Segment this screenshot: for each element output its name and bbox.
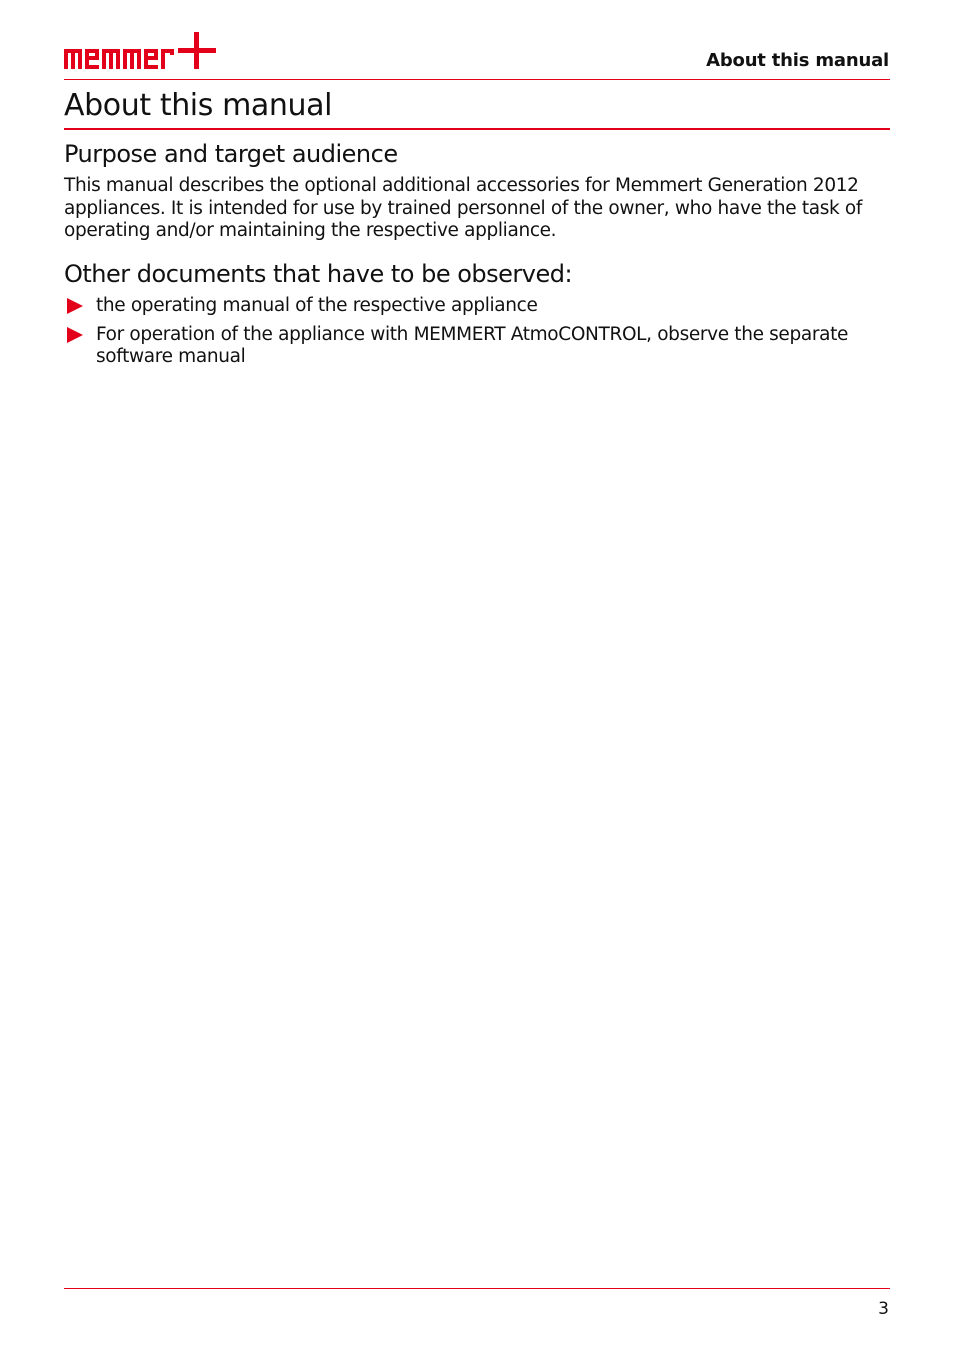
section-heading-purpose: Purpose and target audience xyxy=(64,140,398,168)
title-underline xyxy=(64,128,890,130)
arrow-bullet-icon xyxy=(67,327,83,343)
page-number: 3 xyxy=(878,1299,889,1319)
section-heading-other-documents: Other documents that have to be observed: xyxy=(64,260,573,288)
other-documents-list xyxy=(64,295,890,375)
header-divider xyxy=(64,79,890,80)
list-item-text: For operation of the appliance with MEMMERT AtmoCONTROL, observe the separate software manual xyxy=(96,323,849,368)
page-title: About this manual xyxy=(64,88,333,123)
footer-divider xyxy=(64,1288,890,1289)
section-body-purpose: This manual describes the optional additional accessories for Memmert Generation 2012 appliances. It is intended for use by trained personnel of the owner, who have the task of operating and/or maintaining the respective appliance. xyxy=(64,175,863,242)
list-item-text: the operating manual of the respective appliance xyxy=(96,295,538,316)
list-item xyxy=(64,324,890,369)
running-header: About this manual xyxy=(706,50,889,71)
memmert-logo xyxy=(64,31,216,71)
list-item xyxy=(64,295,890,318)
arrow-bullet-icon xyxy=(67,298,83,314)
